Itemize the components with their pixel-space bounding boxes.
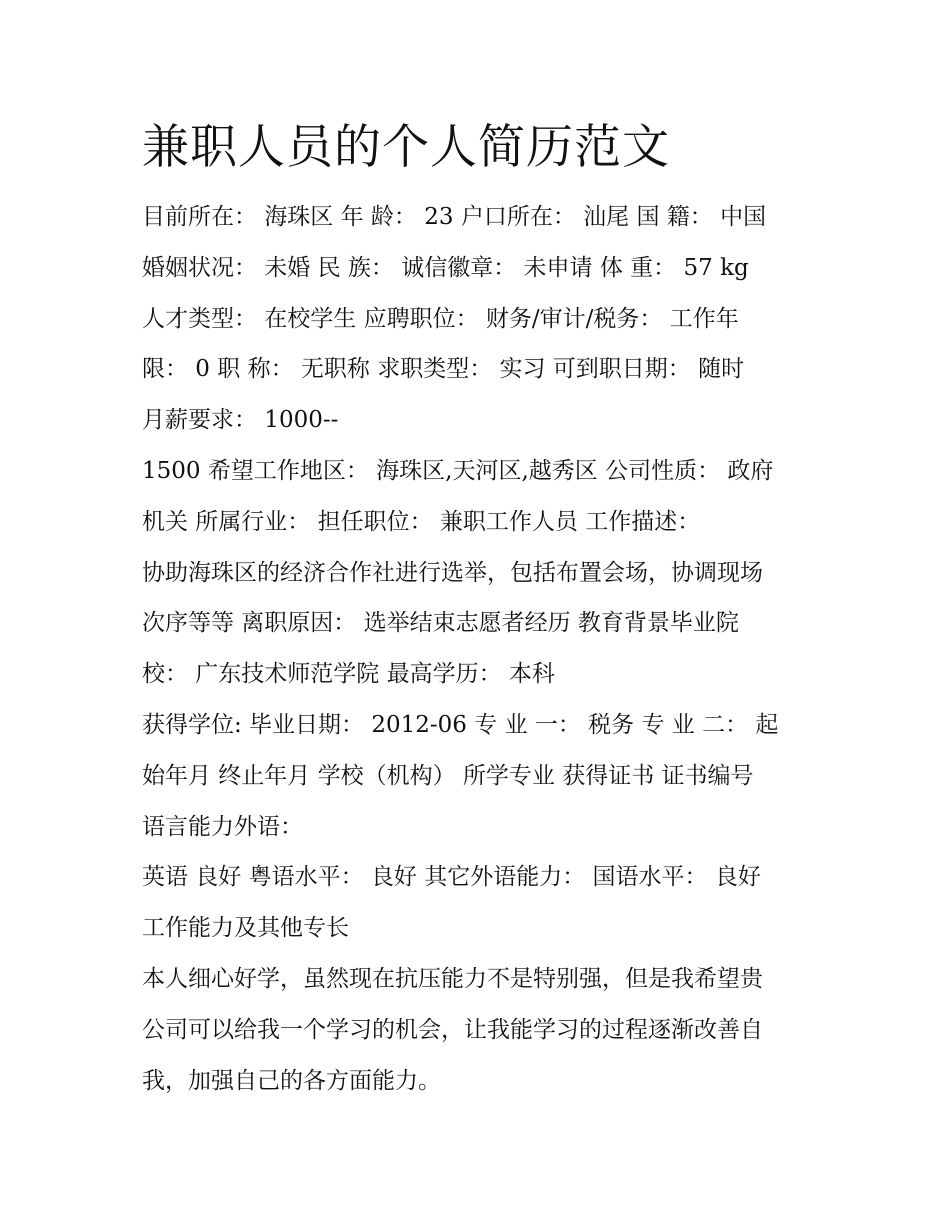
text-line: 次序等等 离职原因： 选举结束志愿者经历 教育背景毕业院 [142,610,739,637]
text-line: 月薪要求： 1000-- [142,407,339,434]
document-page [142,112,822,1106]
text-line: 本人细心好学，虽然现在抗压能力不是特别强，但是我希望贵 [142,965,763,992]
text-line: 语言能力外语： [142,813,303,840]
text-line: 人才类型： 在校学生 应聘职位： 财务/审计/税务： 工作年 [142,305,739,332]
text-line: 英语 良好 粤语水平： 良好 其它外语能力： 国语水平： 良好 [142,864,761,891]
text-line: 校： 广东技术师范学院 最高学历： 本科 [142,661,555,688]
text-line: 获得学位: 毕业日期： 2012-06 专 业 一： 税务 专 业 二： 起 [142,711,779,738]
text-line: 限： 0 职 称： 无职称 求职类型： 实习 可到职日期： 随时 [142,356,745,383]
text-line: 机关 所属行业： 担任职位： 兼职工作人员 工作描述： [142,508,701,535]
text-line: 工作能力及其他专长 [142,915,349,942]
text-line: 婚姻状况： 未婚 民 族： 诚信徽章： 未申请 体 重： 57 kg [142,254,749,281]
document-body [142,192,822,1106]
text-line: 1500 希望工作地区： 海珠区,天河区,越秀区 公司性质： 政府 [142,457,774,484]
text-line: 始年月 终止年月 学校（机构） 所学专业 获得证书 证书编号 [142,762,754,789]
text-line: 公司可以给我一个学习的机会，让我能学习的过程逐渐改善自 [142,1016,763,1043]
text-line: 协助海珠区的经济合作社进行选举，包括布置会场，协调现场 [142,559,763,586]
text-line: 我，加强自己的各方面能力。 [142,1067,441,1094]
document-title: 兼职人员的个人简历范文 [142,120,670,175]
text-line: 目前所在： 海珠区 年 龄： 23 户口所在： 汕尾 国 籍： 中国 [142,204,767,230]
